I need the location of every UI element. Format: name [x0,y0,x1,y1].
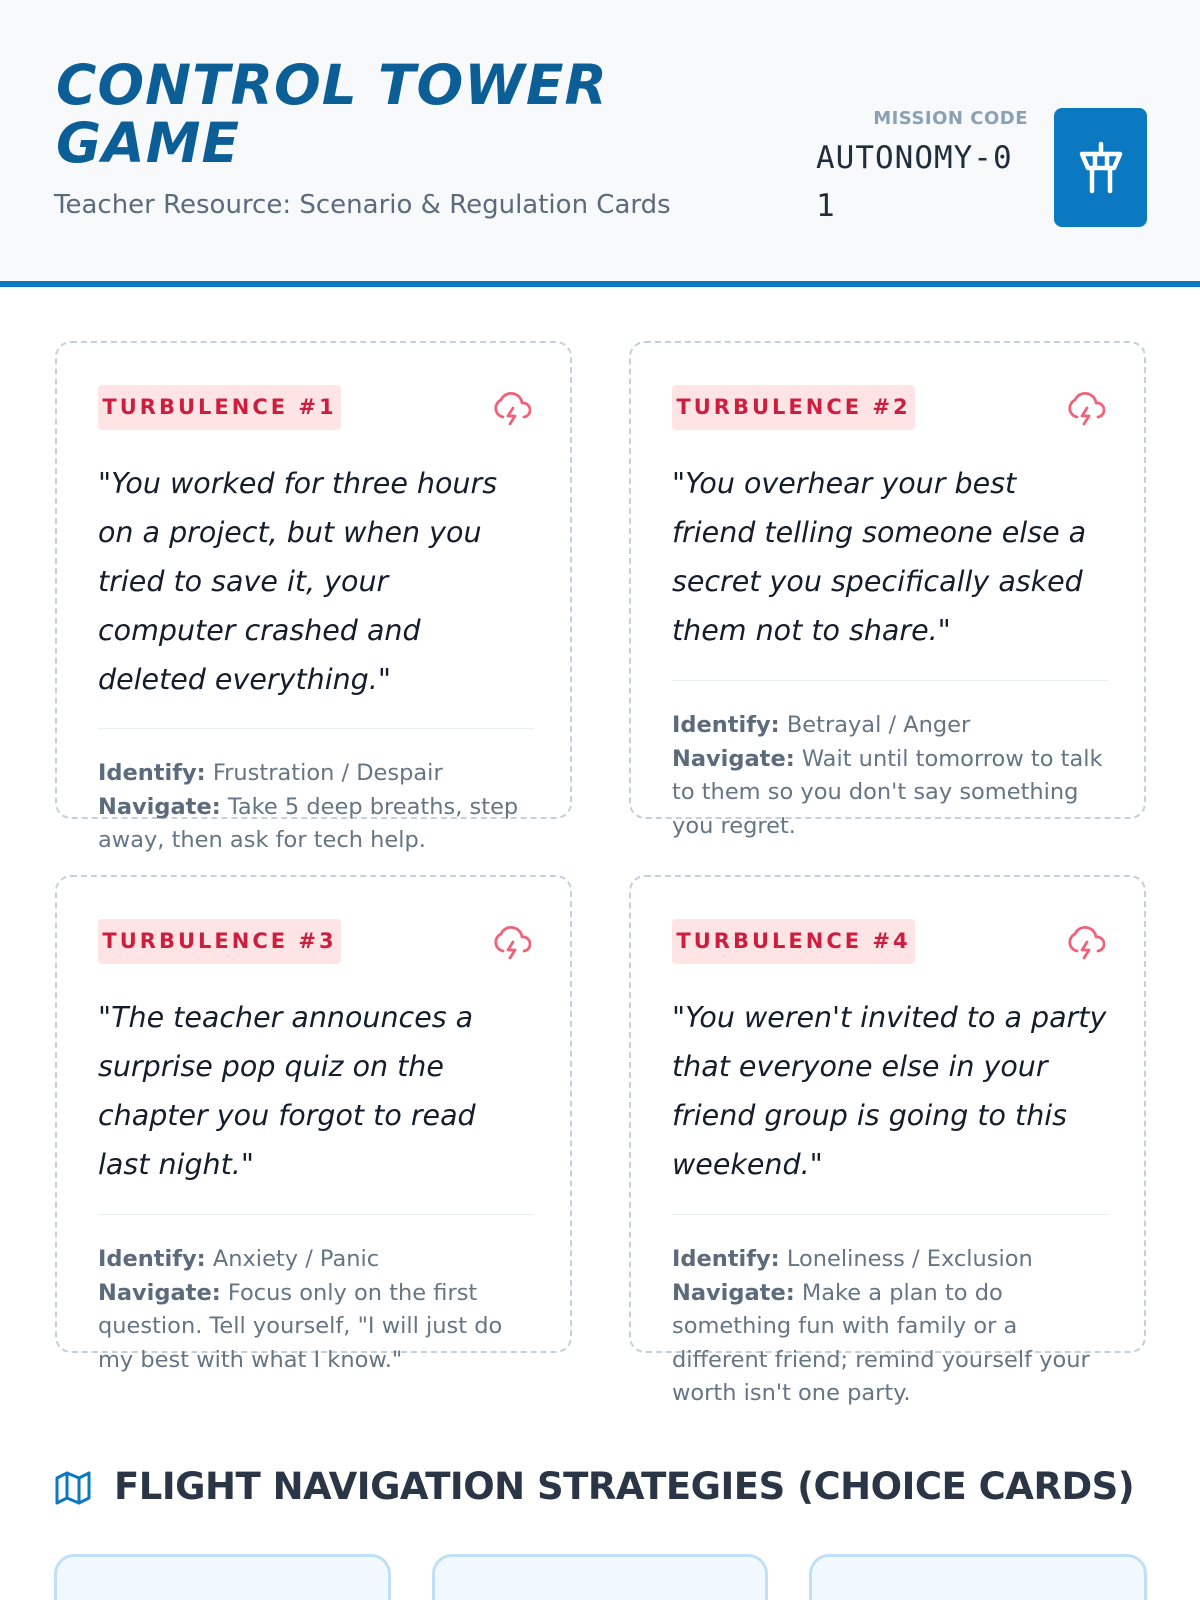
page-subtitle: Teacher Resource: Scenario & Regulation Cards [54,190,671,220]
scenario-quote: "You weren't invited to a party that everyone else in your friend group is going to this weekend." [672,1001,1107,1181]
title-line-1: CONTROL TOWER [56,53,608,117]
identify-label: Identify: [98,1246,206,1272]
navigate-label: Navigate: [98,1279,221,1306]
navigate-row [98,1277,534,1378]
turbulence-badge: TURBULENCE #4 [672,919,915,964]
navigate-label: Navigate: [672,1279,795,1306]
identify-label: Identify: [672,1246,780,1272]
storm-cloud-icon [491,389,531,429]
turbulence-card-4 [629,875,1146,1406]
identify-value: Anxiety / Panic [212,1246,380,1272]
storm-cloud-icon [491,923,531,963]
storm-cloud-icon [1065,923,1105,963]
card-divider [672,1214,1108,1215]
navigate-value: Wait until tomorrow to talk to them so you don't say something you regret. [672,745,1103,839]
control-tower-badge [1054,108,1147,227]
mission-code-value: AUTONOMY-01 [816,140,1013,224]
choice-card-3[interactable] [809,1554,1147,1600]
turbulence-card-3 [55,875,572,1373]
card-guidance [672,709,1108,843]
card-guidance [672,1243,1108,1411]
navigate-value: Focus only on the first question. Tell yourself, "I will just do my best with what I know." [98,1279,503,1373]
identify-label: Identify: [98,760,206,786]
card-guidance [98,757,534,858]
navigate-label: Navigate: [98,793,221,820]
identify-value: Loneliness / Exclusion [786,1246,1033,1272]
turbulence-badge: TURBULENCE #2 [672,385,915,430]
turbulence-card-2 [629,341,1146,839]
scenario-quote: "The teacher announces a surprise pop quiz on the chapter you forgot to read last night." [98,1001,476,1181]
turbulence-badge: TURBULENCE #3 [98,919,341,964]
identify-row [98,1243,534,1277]
identify-row [98,757,534,791]
card-guidance [98,1243,534,1377]
storm-cloud-icon [1065,389,1105,429]
page-title [56,53,756,175]
card-divider [98,728,534,729]
control-tower-icon [1078,141,1124,195]
navigate-value: Take 5 deep breaths, step away, then ask for tech help. [98,793,519,853]
identify-value: Betrayal / Anger [786,712,971,738]
scenario-quote: "You worked for three hours on a project, but when you tried to save it, your computer crashed and deleted everything." [98,467,498,696]
choice-card-1[interactable] [54,1554,391,1600]
navigate-row [672,1277,1108,1411]
choice-card-2[interactable] [432,1554,768,1600]
map-icon [54,1469,92,1507]
scenario-quote: "You overhear your best friend telling someone else a secret you specifically asked them not to share." [672,467,1087,647]
identify-value: Frustration / Despair [212,760,443,786]
navigate-row [672,743,1108,844]
page-header [0,0,1200,287]
card-divider [672,680,1108,681]
identify-row [672,709,1108,743]
title-line-2: GAME [56,111,241,175]
navigate-value: Make a plan to do something fun with family or a different friend; remind yourself your worth isn't one party. [672,1279,1090,1406]
identify-row [672,1243,1108,1277]
turbulence-badge: TURBULENCE #1 [98,385,341,430]
navigate-row [98,791,534,858]
navigate-label: Navigate: [672,745,795,772]
card-divider [98,1214,534,1215]
strategies-section-title: FLIGHT NAVIGATION STRATEGIES (CHOICE CARDS) [114,1465,1135,1508]
turbulence-card-1 [55,341,572,853]
mission-code-label: MISSION CODE [873,108,1028,129]
identify-label: Identify: [672,712,780,738]
